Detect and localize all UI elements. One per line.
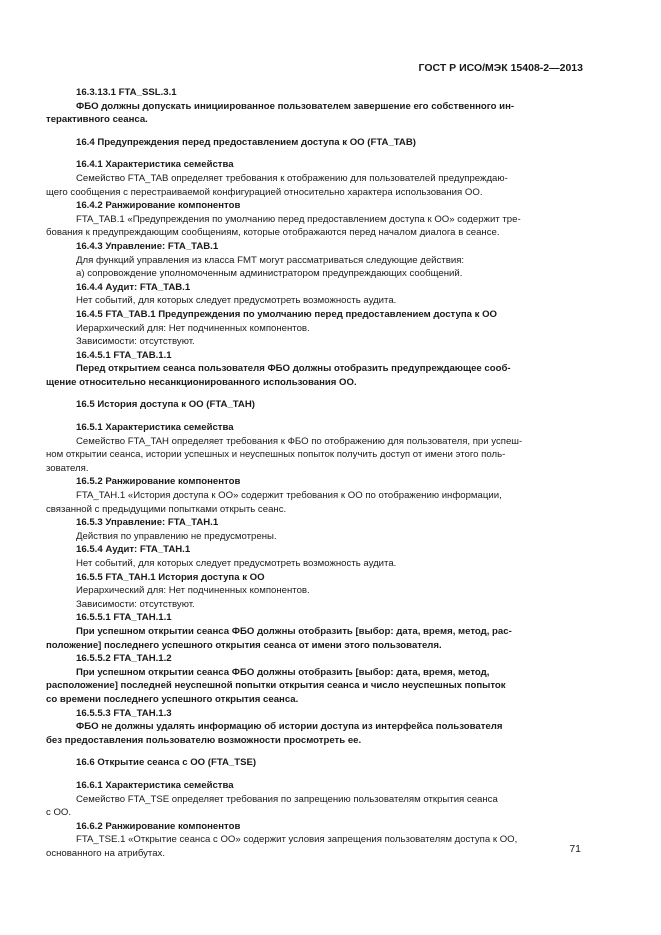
text-line: Семейство FTA_TAB определяет требования к отображению для пользователей предупреждаю- — [76, 172, 508, 184]
heading-line: щение относительно несанкционированного использования ОО. — [46, 376, 357, 388]
heading-line: При успешном открытии сеанса ФБО должны отобразить [выбор: дата, время, метод, — [76, 666, 490, 678]
text-line: щего сообщения с перестраиваемой конфигурацией относительно характера использования ОО. — [46, 186, 483, 198]
heading-line: без предоставления пользователю возможности просмотреть ее. — [46, 734, 362, 746]
section-gap — [76, 412, 582, 421]
heading-line: 16.5.3 Управление: FTA_TAH.1 — [76, 517, 219, 529]
heading-line: 16.4.4 Аудит: FTA_TAB.1 — [76, 281, 191, 293]
text-line: связанной с предыдущими попытками открыть сеанс. — [46, 503, 287, 515]
text-line: ном открытии сеанса, истории успешных и неуспешных попыток получить доступ от имени этого поль- — [46, 449, 506, 461]
text-line: FTA_TAB.1 «Предупреждения по умолчанию перед предоставлением доступа к ОО» содержит тре- — [76, 213, 521, 225]
heading-line: 16.6.2 Ранжирование компонентов — [76, 820, 241, 832]
page-header: ГОСТ Р ИСО/МЭК 15408-2—2013 — [418, 62, 583, 74]
heading-line: 16.4.1 Характеристика семейства — [76, 159, 234, 171]
text-line: Для функций управления из класса FMT могут рассматриваться следующие действия: — [76, 254, 465, 266]
heading-line: 16.4.5.1 FTA_TAB.1.1 — [76, 349, 172, 361]
text-line: зователя. — [46, 462, 89, 474]
text-line: FTA_TSE.1 «Открытие сеанса с ОО» содержит условия запрещения пользователям доступа к ОО, — [76, 834, 518, 846]
text-line: Действия по управлению не предусмотрены. — [76, 530, 277, 542]
section-gap — [76, 149, 582, 158]
text-line: Нет событий, для которых следует предусмотреть возможность аудита. — [76, 558, 397, 569]
heading-line: положение] последнего успешного открытия сеанса от имени этого пользователя. — [46, 639, 442, 651]
heading-line: 16.4 Предупреждения перед предоставлением доступа к ОО (FTA_TAB) — [76, 136, 416, 148]
document-body — [46, 86, 582, 860]
heading-line: 16.6.1 Характеристика семейства — [76, 779, 234, 791]
heading-line: 16.4.3 Управление: FTA_TAB.1 — [76, 240, 219, 252]
heading-line: 16.4.2 Ранжирование компонентов — [76, 200, 241, 212]
text-line: Семейство FTA_TAH определяет требования к ФБО по отображению для пользователя, при успеш- — [76, 435, 523, 447]
section-gap — [76, 770, 582, 779]
text-line: Иерархический для: Нет подчиненных компонентов. — [76, 322, 310, 334]
text-line: основанного на атрибутах. — [46, 847, 165, 859]
section-gap — [76, 389, 582, 398]
text-line: Семейство FTA_TSE определяет требования по запрещению пользователям открытия сеанса — [76, 793, 498, 805]
text-line: Зависимости: отсутствуют. — [76, 336, 195, 348]
section-gap — [76, 747, 582, 756]
heading-line: 16.3.13.1 FTA_SSL.3.1 — [76, 87, 177, 98]
text-line: с ОО. — [46, 807, 72, 819]
heading-line: Перед открытием сеанса пользователя ФБО должны отобразить предупреждающее сооб- — [76, 363, 511, 375]
heading-line: 16.5.5.2 FTA_TAH.1.2 — [76, 653, 172, 665]
heading-line: 16.5.5.1 FTA_TAH.1.1 — [76, 612, 172, 624]
section-gap — [76, 127, 582, 136]
heading-line: 16.5.4 Аудит: FTA_TAH.1 — [76, 544, 191, 556]
page-number: 71 — [569, 843, 581, 855]
text-line: Иерархический для: Нет подчиненных компонентов. — [76, 585, 310, 597]
heading-line: 16.5.5.3 FTA_TAH.1.3 — [76, 707, 172, 719]
heading-line: 16.4.5 FTA_TAB.1 Предупреждения по умолчанию перед предоставлением доступа к ОО — [76, 308, 498, 320]
text-line: Нет событий, для которых следует предусмотреть возможность аудита. — [76, 295, 397, 307]
heading-line: 16.6 Открытие сеанса с ОО (FTA_TSE) — [76, 757, 257, 769]
heading-line: 16.5.5 FTA_TAH.1 История доступа к ОО — [76, 571, 265, 583]
heading-line: со времени последнего успешного открытия сеанса. — [46, 693, 299, 705]
heading-line: ФБО должны допускать инициированное пользователем завершение его собственного ин- — [76, 100, 515, 112]
text-line: а) сопровождение уполномоченным администратором предупреждающих сообщений. — [76, 268, 463, 280]
heading-line: 16.5.1 Характеристика семейства — [76, 422, 234, 434]
heading-line: 16.5.2 Ранжирование компонентов — [76, 476, 241, 488]
text-line: FTA_TAH.1 «История доступа к ОО» содержит требования к ОО по отображению информации, — [76, 490, 502, 502]
heading-line: При успешном открытии сеанса ФБО должны отобразить [выбор: дата, время, метод, рас- — [76, 625, 512, 637]
text-line: бования к предупреждающим сообщениям, которые отображаются перед началом диалога в сеансе. — [46, 227, 500, 239]
text-line: Зависимости: отсутствуют. — [76, 598, 195, 610]
heading-line: ФБО не должны удалять информацию об истории доступа из интерфейса пользователя — [76, 721, 503, 733]
heading-line: расположение] последней неуспешной попытки открытия сеанса и число неуспешных попыток — [46, 680, 506, 692]
heading-line: 16.5 История доступа к ОО (FTA_TAH) — [76, 399, 255, 411]
heading-line: терактивного сеанса. — [46, 114, 148, 126]
